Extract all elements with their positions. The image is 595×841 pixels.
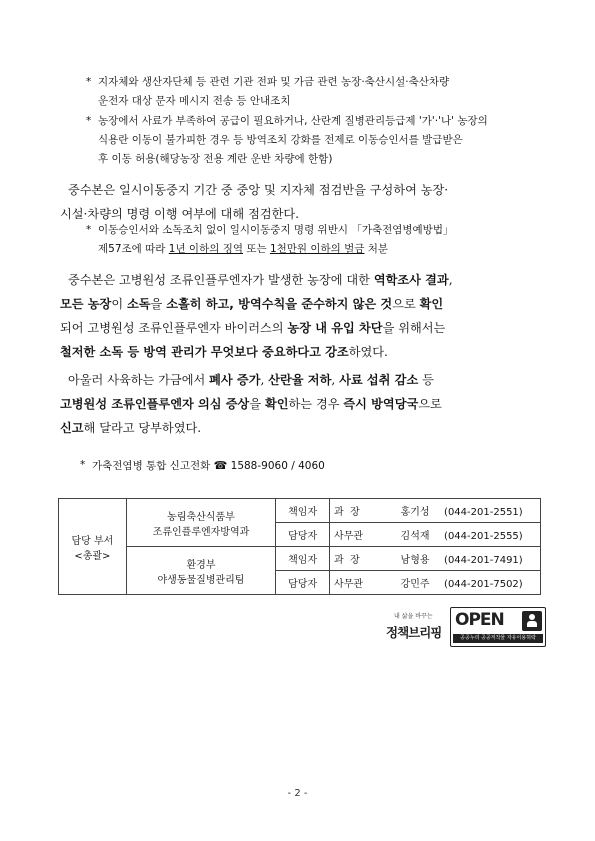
unit-name: 조류인플루엔자방역과 bbox=[152, 526, 250, 538]
note-line: 지자체와 생산자단체 등 관련 기관 전파 및 가금 관련 농장·축산시설·축산차량 bbox=[98, 76, 450, 88]
open-wordmark: OPEN bbox=[455, 610, 504, 630]
emphasis: 확인 bbox=[419, 297, 444, 311]
note-item bbox=[86, 73, 542, 111]
emphasis: 소홀히 하고, 방역수칙을 준수하지 않은 것 bbox=[166, 297, 393, 311]
hotline-number: 1588-9060 / 4060 bbox=[230, 460, 325, 472]
text-run: 중수본은 고병원성 조류인플루엔자가 발생한 농장에 대한 bbox=[68, 273, 374, 287]
text-run: 되어 고병원성 조류인플루엔자 바이러스의 bbox=[60, 321, 288, 335]
emphasis: 농장 내 유입 차단 bbox=[287, 321, 383, 335]
text-run: 을 bbox=[249, 397, 265, 411]
phone-number: (044-201-2555) bbox=[444, 531, 523, 542]
note-line bbox=[86, 240, 542, 259]
dept-cell bbox=[59, 499, 127, 595]
phone-number: (044-201-7491) bbox=[444, 555, 523, 566]
org-cell bbox=[126, 547, 275, 595]
text-run: 으로 bbox=[392, 297, 420, 311]
note-bullet: * bbox=[80, 459, 86, 471]
emphasis: 철저한 소독 등 방역 관리가 무엇보다 중요하다고 강조 bbox=[60, 345, 349, 359]
text-run: , bbox=[331, 373, 340, 387]
note-text: 처분 bbox=[364, 243, 389, 255]
emphasis: 고병원성 조류인플루엔자 의심 증상 bbox=[60, 397, 250, 411]
note-line: 운전자 대상 문자 메시지 전송 등 안내조치 bbox=[98, 95, 291, 107]
note-bullet: * bbox=[86, 76, 92, 88]
paragraph-line bbox=[60, 316, 540, 340]
paragraph-line bbox=[60, 268, 540, 292]
role-cell: 담당자 bbox=[276, 523, 330, 547]
paragraph-line bbox=[60, 292, 540, 316]
role-cell: 책임자 bbox=[276, 547, 330, 571]
policy-briefing-logo bbox=[388, 611, 444, 645]
paragraph-line: 중수본은 일시이동중지 기간 중 중앙 및 지자체 점검반을 구성하여 농장· bbox=[68, 183, 449, 197]
text-run: 해 달라고 당부하였다. bbox=[83, 421, 202, 435]
contact-table bbox=[58, 498, 541, 595]
role-cell: 책임자 bbox=[276, 499, 330, 523]
emphasis: 즉시 방역당국 bbox=[343, 397, 419, 411]
paragraph-line: 시설·차량의 명령 이행 여부에 대해 점검한다. bbox=[60, 207, 300, 221]
org-cell bbox=[126, 499, 275, 547]
note-text: 제57조에 따라 bbox=[98, 243, 169, 255]
contact-cell bbox=[330, 547, 541, 571]
emphasis: 확인 bbox=[264, 397, 289, 411]
job-title: 사무관 bbox=[334, 531, 364, 542]
hotline-note bbox=[80, 456, 540, 476]
text-run: , bbox=[260, 373, 269, 387]
briefing-wordmark: 정책브리핑 bbox=[386, 625, 442, 640]
note-line: 식용란 이동이 불가피한 경우 등 방역조치 강화를 전제로 이동승인서를 발급받은 bbox=[98, 134, 463, 146]
person-name: 남형용 bbox=[400, 555, 430, 566]
role-cell: 담당자 bbox=[276, 571, 330, 595]
prison-term: 1년 이하의 징역 bbox=[168, 243, 243, 255]
phone-number: (044-201-7502) bbox=[444, 579, 523, 590]
person-name: 강민주 bbox=[400, 579, 430, 590]
paragraph-reporting bbox=[60, 368, 540, 440]
contact-cell bbox=[330, 499, 541, 523]
note-line: 이동승인서와 소독조치 없이 일시이동중지 명령 위반시 「가축전염병예방법」 bbox=[98, 224, 454, 236]
dept-label: 담당 부서 bbox=[71, 535, 114, 547]
text-run: 으로 bbox=[418, 397, 442, 411]
job-title: 사무관 bbox=[334, 579, 364, 590]
paragraph-line bbox=[60, 416, 540, 440]
penalty-note bbox=[86, 221, 542, 259]
note-line: 후 이동 허용(해당농장 전용 계란 운반 차량에 한함) bbox=[98, 153, 333, 165]
emphasis: 사료 섭취 감소 bbox=[339, 373, 419, 387]
paragraph-inspection bbox=[60, 178, 540, 226]
paragraph-line bbox=[60, 340, 540, 364]
unit-name: 야생동물질병관리팀 bbox=[157, 574, 245, 586]
text-run: 이 bbox=[111, 297, 127, 311]
phone-number: (044-201-2551) bbox=[444, 507, 523, 518]
job-title: 과 장 bbox=[334, 507, 360, 518]
phone-icon: ☎ bbox=[213, 459, 228, 472]
paragraph-line bbox=[60, 368, 540, 392]
job-title: 과 장 bbox=[334, 555, 360, 566]
open-caption: 공공누리 공공저작물 자유이용허락 bbox=[453, 634, 543, 643]
table-row bbox=[59, 499, 541, 523]
paragraph-line bbox=[60, 392, 540, 416]
emphasis: 폐사 증가 bbox=[209, 373, 261, 387]
text-run: 을 위해서는 bbox=[382, 321, 446, 335]
emphasis: 산란율 저하 bbox=[268, 373, 332, 387]
note-line: 농장에서 사료가 부족하여 공급이 필요하거나, 산란계 질병관리등급제 '가'·'나' 농장의 bbox=[98, 115, 488, 127]
note-text: 또는 bbox=[242, 243, 270, 255]
table-row bbox=[59, 547, 541, 571]
emphasis: 모든 농장 bbox=[60, 297, 112, 311]
text-run: 등 bbox=[418, 373, 434, 387]
open-license-logo bbox=[450, 607, 546, 647]
note-bullet: * bbox=[86, 115, 92, 127]
hotline-label: 가축전염병 통합 신고전화 bbox=[92, 460, 211, 472]
note-bullet: * bbox=[86, 224, 92, 236]
person-name: 홍기성 bbox=[400, 507, 430, 518]
note-item bbox=[86, 112, 542, 169]
fine-amount: 1천만원 이하의 벌금 bbox=[269, 243, 365, 255]
text-run: 을 bbox=[150, 297, 167, 311]
text-run: 하는 경우 bbox=[288, 397, 344, 411]
org-name: 환경부 bbox=[186, 559, 216, 571]
dept-sub: <총괄> bbox=[74, 550, 111, 562]
contact-cell bbox=[330, 571, 541, 595]
briefing-tagline: 내 삶을 바꾸는 bbox=[394, 613, 433, 620]
text-run: , bbox=[448, 273, 453, 287]
page-number: - 2 - bbox=[287, 788, 308, 799]
emphasis: 역학조사 결과 bbox=[373, 273, 449, 287]
license-badge-icon bbox=[522, 611, 542, 631]
hotline-line bbox=[80, 456, 540, 476]
paragraph-investigation bbox=[60, 268, 540, 364]
text-run: 하였다. bbox=[348, 345, 388, 359]
emphasis: 소독 bbox=[127, 297, 151, 311]
org-name: 농림축산식품부 bbox=[167, 511, 235, 523]
contact-cell bbox=[330, 523, 541, 547]
person-name: 김석재 bbox=[400, 531, 430, 542]
footer-logos bbox=[388, 607, 548, 647]
text-run: 아울러 사육하는 가금에서 bbox=[68, 373, 210, 387]
emphasis: 신고 bbox=[60, 421, 84, 435]
